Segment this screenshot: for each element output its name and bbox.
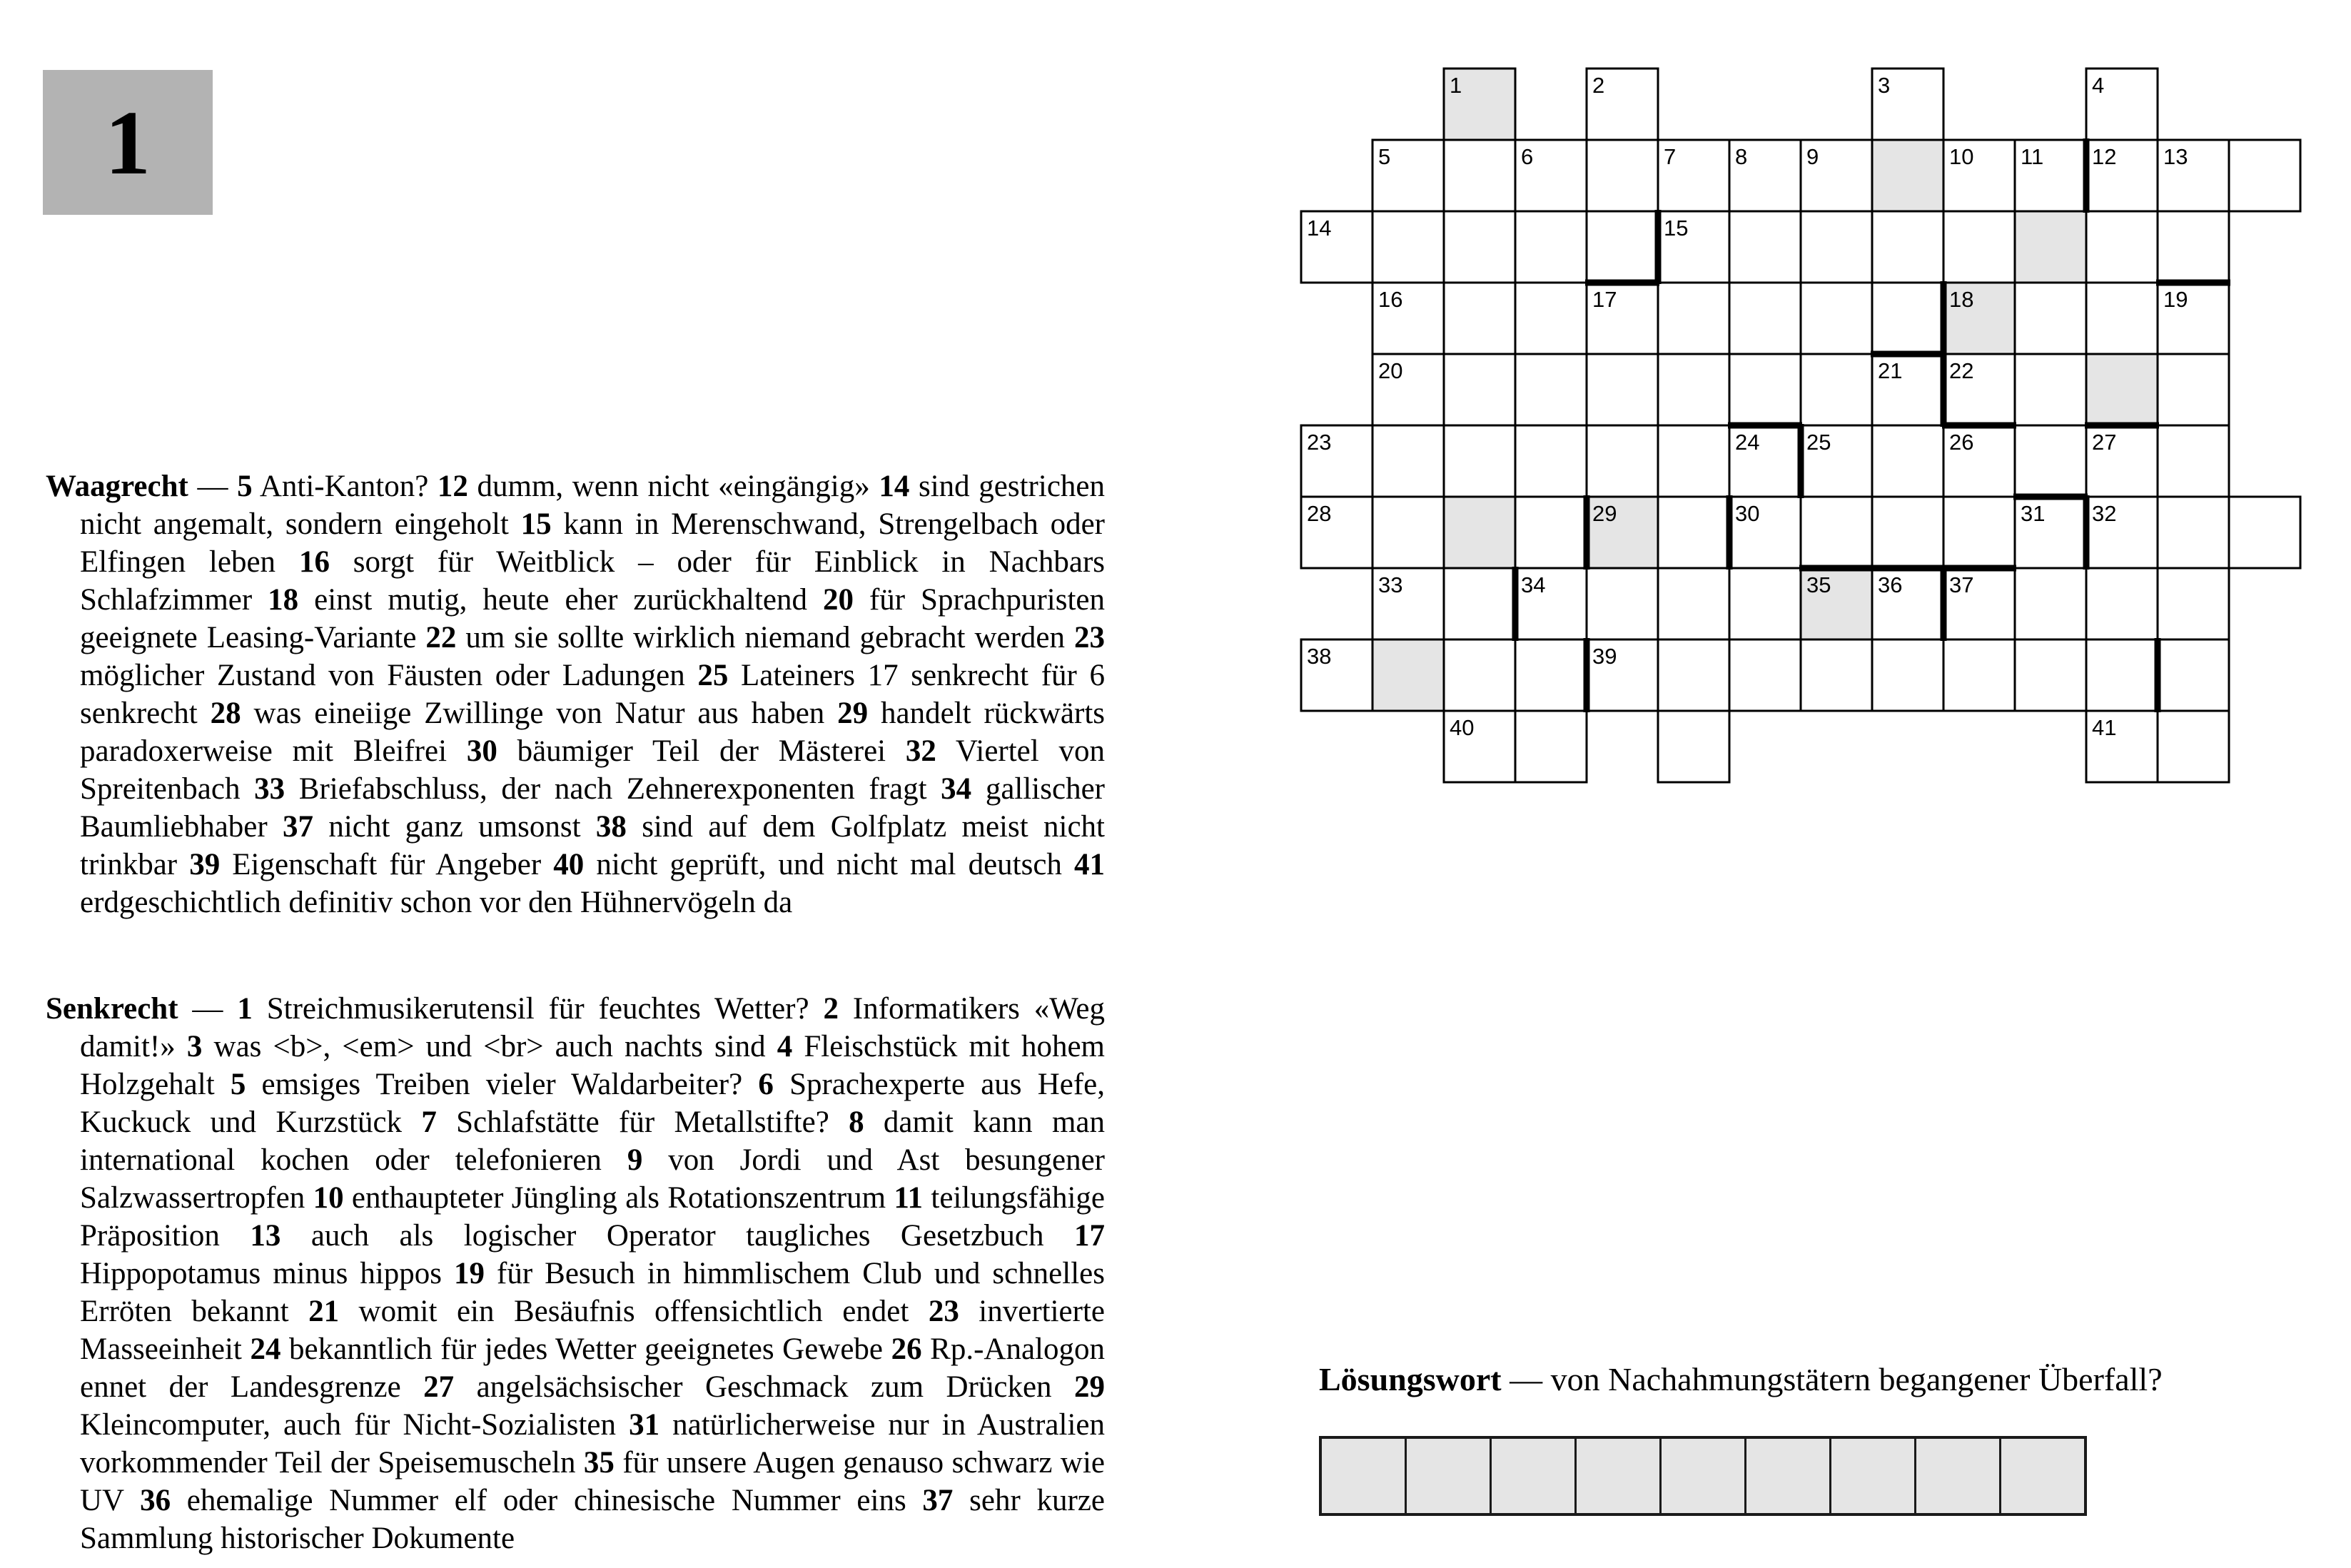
cell-number-25: 25 — [1806, 430, 1831, 455]
cell-number-28: 28 — [1307, 501, 1332, 526]
cell-number-31: 31 — [2021, 501, 2046, 526]
solution-letter-box-4[interactable] — [1577, 1439, 1659, 1513]
cell-number-9: 9 — [1806, 144, 1819, 169]
grid-cell-r3c5[interactable] — [1658, 283, 1729, 354]
grid-cell-r7c10[interactable] — [2015, 568, 2086, 639]
grid-cell-r3c2[interactable] — [1444, 283, 1515, 354]
solution-letter-box-3[interactable] — [1492, 1439, 1574, 1513]
cell-number-14: 14 — [1307, 216, 1332, 241]
cell-number-33: 33 — [1378, 572, 1403, 597]
clue-number: 18 — [268, 583, 299, 617]
clue-number: 37 — [922, 1484, 954, 1517]
solution-prompt: von Nachahmungstätern begangener Überfall? — [1550, 1361, 2163, 1397]
grid-cell-r4c10[interactable] — [2015, 354, 2086, 425]
cell-number-27: 27 — [2092, 430, 2117, 455]
clue-number: 17 — [1073, 1219, 1105, 1253]
clue-number: 5 — [230, 1068, 246, 1101]
grid-cell-r8c1-solution[interactable] — [1372, 639, 1444, 711]
clue-number: 9 — [627, 1143, 643, 1177]
clue-number: 26 — [891, 1332, 922, 1366]
clue-number: 12 — [437, 470, 468, 503]
grid-cell-r6c7[interactable] — [1801, 497, 1872, 568]
clue-number: 14 — [879, 470, 910, 503]
solution-dash: — — [1510, 1361, 1543, 1397]
cell-number-26: 26 — [1949, 430, 1974, 455]
clue-number: 34 — [941, 772, 972, 806]
cell-number-12: 12 — [2092, 144, 2117, 169]
clue-number: 32 — [905, 734, 936, 768]
grid-cell-r6c1[interactable] — [1372, 497, 1444, 568]
clue-number: 40 — [553, 848, 585, 881]
cell-number-34: 34 — [1521, 572, 1546, 597]
grid-cell-r8c7[interactable] — [1801, 639, 1872, 711]
grid-cell-r4c5[interactable] — [1658, 354, 1729, 425]
grid-cell-r8c12[interactable] — [2158, 639, 2229, 711]
grid-cell-r7c6[interactable] — [1729, 568, 1801, 639]
cell-number-18: 18 — [1949, 287, 1974, 312]
cell-number-38: 38 — [1307, 644, 1332, 669]
grid-cell-r2c1[interactable] — [1372, 211, 1444, 283]
clue-number: 3 — [186, 1030, 203, 1063]
grid-cell-r8c6[interactable] — [1729, 639, 1801, 711]
grid-cell-r3c3[interactable] — [1515, 283, 1587, 354]
cell-number-19: 19 — [2163, 287, 2188, 312]
cell-number-6: 6 — [1521, 144, 1534, 169]
grid-cell-r5c10[interactable] — [2015, 425, 2086, 497]
grid-cell-r6c9[interactable] — [1943, 497, 2015, 568]
clue-number: 8 — [849, 1106, 864, 1139]
solution-letter-box-1[interactable] — [1322, 1439, 1405, 1513]
page-number: 1 — [105, 91, 151, 193]
clue-number: 16 — [298, 545, 330, 579]
clue-number: 7 — [421, 1106, 437, 1139]
grid-cell-r2c9[interactable] — [1943, 211, 2015, 283]
clue-number: 10 — [313, 1181, 344, 1215]
solution-word-title: Lösungswort — [1319, 1361, 1502, 1397]
grid-cell-r8c5[interactable] — [1658, 639, 1729, 711]
grid-cell-r7c12[interactable] — [2158, 568, 2229, 639]
clue-number: 25 — [697, 659, 729, 692]
grid-cell-r4c12[interactable] — [2158, 354, 2229, 425]
clue-number: 24 — [250, 1332, 281, 1366]
cell-number-40: 40 — [1450, 715, 1475, 740]
clue-number: 23 — [1074, 621, 1105, 654]
grid-cell-r1c13[interactable] — [2229, 140, 2300, 211]
down-clues-paragraph: Senkrecht — 1 Streichmusikerutensil für feuchtes Wetter? 2 Informatikers «Weg damit!» 3 was <b>, <em> und <br> auch nachts sind 4 Fleischstück mit hohem Holzgehalt 5 emsiges Treiben vieler Waldarbeiter? 6 Sprachexperte aus Hefe, Kuckuck und Kurzstück 7 Schlafstätte für Metallstifte? 8 damit kann man international kochen oder telefonieren 9 von Jordi und Ast besungener Salzwassertropfen 10 enthaupteter Jüngling als Rotationszentrum 11 teilungsfähige Präposition 13 auch als logischer Operator taugliches Gesetzbuch 17 Hippopotamus minus hippos 19 für Besuch in himmlischem Club und schnelles Erröten bekannt 21 womit ein Besäufnis offensichtlich endet 23 invertierte Masseeinheit 24 bekanntlich für jedes Wetter geeignetes Gewebe 26 Rp.-Analogon ennet der Landesgrenze 27 angelsächsischer Geschmack zum Drücken 29 Kleincomputer, auch für Nicht-Sozialisten 31 natürlicherweise nur in Australien vorkommender Teil der Speisemuscheln 35 für unsere Augen genauso schwarz wie UV 36 ehemalige Nummer elf oder chinesische Nummer eins 37 sehr kurze Sammlung historischer Dokumente — [46, 992, 1106, 1555]
grid-cell-r5c5[interactable] — [1658, 425, 1729, 497]
grid-cell-r2c8[interactable] — [1872, 211, 1943, 283]
clue-number: 23 — [928, 1295, 959, 1328]
grid-cell-r8c8[interactable] — [1872, 639, 1943, 711]
cell-number-39: 39 — [1592, 644, 1617, 669]
clue-number: 19 — [454, 1257, 485, 1290]
cell-number-8: 8 — [1735, 144, 1748, 169]
grid-cell-r2c6[interactable] — [1729, 211, 1801, 283]
across-clues-paragraph: Waagrecht — 5 Anti-Kanton? 12 dumm, wenn nicht «eingängig» 14 sind gestrichen nicht angemalt, sondern eingeholt 15 kann in Merenschwand, Strengelbach oder Elfingen leben 16 sorgt für Weitblick – oder für Einblick in Nachbars Schlafzimmer 18 einst mutig, heute eher zurückhaltend 20 für Sprachpuristen geeignete Leasing-Variante 22 um sie sollte wirklich niemand gebracht werden 23 möglicher Zustand von Fäusten oder Ladungen 25 Lateiners 17 senkrecht für 6 senkrecht 28 was eineiige Zwillinge von Natur aus haben 29 handelt rückwärts paradoxerweise mit Bleifrei 30 bäumiger Teil der Mästerei 32 Viertel von Spreitenbach 33 Briefabschluss, der nach Zehnerexponenten fragt 34 gallischer Baumliebhaber 37 nicht ganz umsonst 38 sind auf dem Golfplatz meist nicht trinkbar 39 Eigenschaft für Angeber 40 nicht geprüft, und nicht mal deutsch 41 erdgeschichtlich definitiv schon vor den Hühnervögeln da — [46, 470, 1106, 919]
clue-number: 15 — [520, 507, 552, 541]
cell-number-20: 20 — [1378, 358, 1403, 383]
clue-number: 35 — [583, 1446, 615, 1480]
crossword-grid[interactable] — [1298, 65, 2304, 786]
grid-cell-r7c5[interactable] — [1658, 568, 1729, 639]
clue-section-label: Waagrecht — [46, 470, 188, 503]
grid-cell-r8c9[interactable] — [1943, 639, 2015, 711]
clue-number: 29 — [837, 697, 869, 730]
grid-cell-r2c3[interactable] — [1515, 211, 1587, 283]
grid-cell-r3c7[interactable] — [1801, 283, 1872, 354]
grid-cell-r2c12[interactable] — [2158, 211, 2229, 283]
cell-number-29: 29 — [1592, 501, 1617, 526]
clue-section-label: Senkrecht — [46, 992, 178, 1026]
grid-cell-r8c10[interactable] — [2015, 639, 2086, 711]
solution-letter-box-8[interactable] — [1916, 1439, 1999, 1513]
solution-separator — [1502, 1361, 1510, 1397]
grid-cell-r7c4[interactable] — [1587, 568, 1658, 639]
grid-cell-r1c2[interactable] — [1444, 140, 1515, 211]
clue-number: 4 — [777, 1030, 793, 1063]
solution-letter-box-7[interactable] — [1831, 1439, 1914, 1513]
grid-cell-r4c7[interactable] — [1801, 354, 1872, 425]
clue-number: 28 — [210, 697, 241, 730]
clue-number: 39 — [189, 848, 221, 881]
cell-number-16: 16 — [1378, 287, 1403, 312]
solution-letter-box-9[interactable] — [2001, 1439, 2084, 1513]
cell-number-22: 22 — [1949, 358, 1974, 383]
cell-number-5: 5 — [1378, 144, 1391, 169]
cell-number-24: 24 — [1735, 430, 1760, 455]
clue-number: 21 — [308, 1295, 340, 1328]
clue-number: 2 — [823, 992, 839, 1026]
clue-number: 29 — [1074, 1370, 1105, 1404]
cell-number-10: 10 — [1949, 144, 1974, 169]
grid-cell-r4c4[interactable] — [1587, 354, 1658, 425]
cell-number-17: 17 — [1592, 287, 1617, 312]
clue-number: 20 — [822, 583, 854, 617]
grid-cell-r5c3[interactable] — [1515, 425, 1587, 497]
grid-cell-r3c10[interactable] — [2015, 283, 2086, 354]
grid-cell-r5c4[interactable] — [1587, 425, 1658, 497]
grid-cell-r8c2[interactable] — [1444, 639, 1515, 711]
cell-number-4: 4 — [2092, 73, 2105, 98]
grid-cell-r1c4[interactable] — [1587, 140, 1658, 211]
clue-number: 38 — [595, 810, 627, 844]
grid-cell-r6c8[interactable] — [1872, 497, 1943, 568]
grid-cell-r6c3[interactable] — [1515, 497, 1587, 568]
grid-cell-r7c2[interactable] — [1444, 568, 1515, 639]
grid-cell-r3c8[interactable] — [1872, 283, 1943, 354]
clue-number: 31 — [629, 1408, 660, 1442]
cell-number-21: 21 — [1878, 358, 1903, 383]
page-number-box — [43, 70, 213, 215]
grid-cell-r2c7[interactable] — [1801, 211, 1872, 283]
cell-number-32: 32 — [2092, 501, 2117, 526]
grid-cell-r2c2[interactable] — [1444, 211, 1515, 283]
grid-cell-r2c11[interactable] — [2086, 211, 2158, 283]
cell-number-7: 7 — [1664, 144, 1677, 169]
cell-number-37: 37 — [1949, 572, 1974, 597]
clue-number: 41 — [1074, 848, 1106, 881]
grid-cell-r8c3[interactable] — [1515, 639, 1587, 711]
grid-cell-r5c8[interactable] — [1872, 425, 1943, 497]
clue-number: 1 — [237, 992, 253, 1026]
cell-number-15: 15 — [1664, 216, 1689, 241]
clue-number: 11 — [894, 1181, 924, 1215]
grid-cell-r9c5[interactable] — [1658, 711, 1729, 782]
clue-number: 6 — [758, 1068, 774, 1101]
grid-cell-r2c10-solution[interactable] — [2015, 211, 2086, 283]
cell-number-41: 41 — [2092, 715, 2117, 740]
cell-number-23: 23 — [1307, 430, 1332, 455]
solution-word-label — [1319, 1360, 2163, 1398]
grid-cell-r4c6[interactable] — [1729, 354, 1801, 425]
clue-number: 5 — [237, 470, 253, 503]
grid-cell-r6c12[interactable] — [2158, 497, 2229, 568]
grid-cell-r3c6[interactable] — [1729, 283, 1801, 354]
grid-cell-r8c11[interactable] — [2086, 639, 2158, 711]
clue-number: 36 — [140, 1484, 171, 1517]
grid-cell-r6c2-solution[interactable] — [1444, 497, 1515, 568]
grid-cell-r1c8-solution[interactable] — [1872, 140, 1943, 211]
cell-number-35: 35 — [1806, 572, 1831, 597]
cell-number-13: 13 — [2163, 144, 2188, 169]
clue-number: 13 — [250, 1219, 281, 1253]
clue-number: 30 — [466, 734, 497, 768]
grid-cell-r6c13[interactable] — [2229, 497, 2300, 568]
cell-number-36: 36 — [1878, 572, 1903, 597]
grid-cell-r3c11[interactable] — [2086, 283, 2158, 354]
cell-number-2: 2 — [1592, 73, 1605, 98]
clue-number: 33 — [254, 772, 285, 806]
grid-cell-r9c3[interactable] — [1515, 711, 1587, 782]
solution-word-boxes — [1319, 1436, 2087, 1516]
solution-letter-box-5[interactable] — [1662, 1439, 1744, 1513]
cell-number-30: 30 — [1735, 501, 1760, 526]
clue-number: 22 — [425, 621, 457, 654]
grid-cell-r4c3[interactable] — [1515, 354, 1587, 425]
cell-number-3: 3 — [1878, 73, 1891, 98]
clue-number: 27 — [423, 1370, 455, 1404]
grid-cell-r4c2[interactable] — [1444, 354, 1515, 425]
grid-cell-r7c11[interactable] — [2086, 568, 2158, 639]
clue-number: 37 — [283, 810, 314, 844]
grid-cell-r4c11-solution[interactable] — [2086, 354, 2158, 425]
grid-cell-r9c12[interactable] — [2158, 711, 2229, 782]
cell-number-1: 1 — [1450, 73, 1462, 98]
grid-cell-r5c1[interactable] — [1372, 425, 1444, 497]
grid-cell-r5c2[interactable] — [1444, 425, 1515, 497]
cell-number-11: 11 — [2021, 144, 2044, 169]
solution-letter-box-6[interactable] — [1746, 1439, 1829, 1513]
solution-letter-box-2[interactable] — [1407, 1439, 1490, 1513]
grid-cell-r2c4[interactable] — [1587, 211, 1658, 283]
grid-cell-r5c12[interactable] — [2158, 425, 2229, 497]
grid-cell-r6c5[interactable] — [1658, 497, 1729, 568]
